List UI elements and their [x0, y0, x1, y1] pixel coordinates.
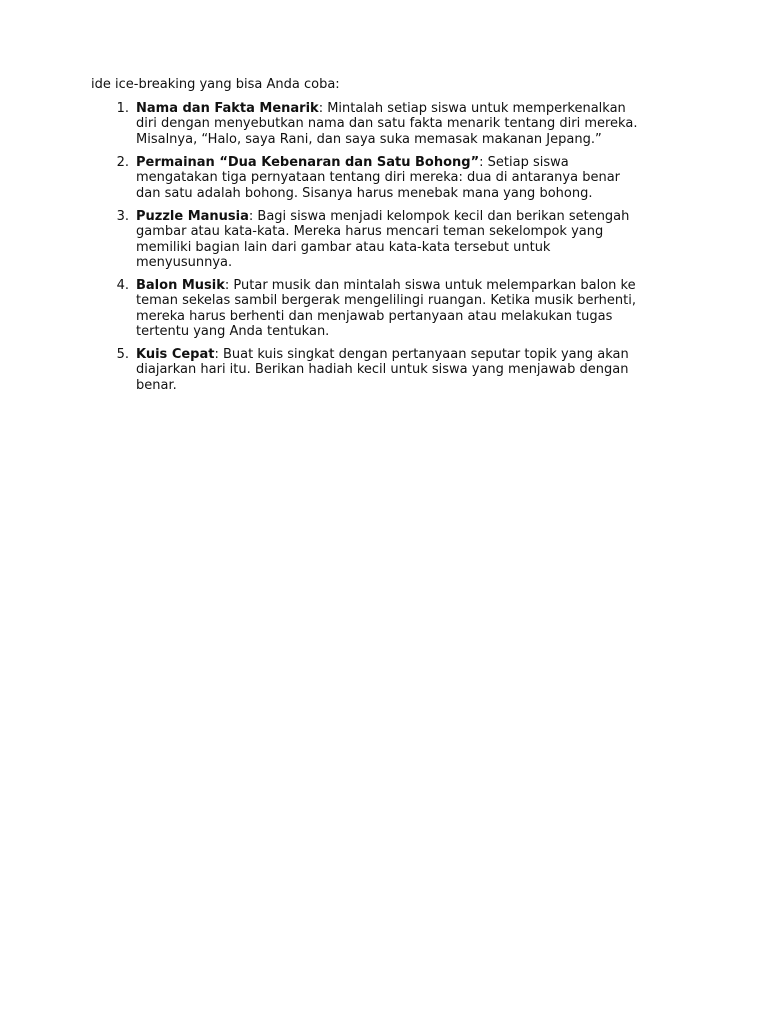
- list-item-text: diri dengan menyebutkan nama dan satu fakta menarik tentang diri mereka.: [136, 116, 638, 132]
- list-item-text: diajarkan hari itu. Berikan hadiah kecil untuk siswa yang menjawab dengan: [136, 362, 629, 378]
- list-item-text: : Buat kuis singkat dengan pertanyaan seputar topik yang akan: [214, 347, 629, 362]
- intro-text: ide ice-breaking yang bisa Anda coba:: [91, 77, 340, 92]
- list-item-text: Misalnya, “Halo, saya Rani, dan saya suka memasak makanan Jepang.”: [136, 131, 602, 147]
- list-item-title: Puzzle Manusia: [136, 209, 249, 224]
- list-item-title: Nama dan Fakta Menarik: [136, 101, 319, 116]
- list-item-text: : Mintalah setiap siswa untuk memperkenalkan: [318, 101, 626, 116]
- list-item-line: [136, 155, 696, 170]
- list-item-number: 4.: [116, 278, 129, 293]
- list-item-title: Permainan “Dua Kebenaran dan Satu Bohong”: [136, 155, 480, 170]
- list-item-title: Kuis Cepat: [136, 347, 215, 362]
- list-item-number: 2.: [116, 155, 129, 170]
- list-item-number: 3.: [116, 209, 129, 224]
- list-item-text: : Putar musik dan mintalah siswa untuk melemparkan balon ke: [224, 278, 636, 293]
- list-item-number: 5.: [116, 347, 129, 362]
- list-item: [116, 155, 696, 201]
- list-item-text: benar.: [136, 377, 177, 393]
- list-item-text: gambar atau kata-kata. Mereka harus mencari teman sekelompok yang: [136, 224, 604, 240]
- list-item-text: mengatakan tiga pernyataan tentang diri mereka: dua di antaranya benar: [136, 170, 621, 186]
- list-item-line: [136, 101, 696, 116]
- list-item-title: Balon Musik: [136, 278, 225, 293]
- list-item: [116, 101, 696, 147]
- list-item-text: : Setiap siswa: [479, 155, 569, 170]
- list-item-number: 1.: [116, 101, 129, 116]
- list-item-line: [136, 278, 696, 293]
- list-item-text: menyusunnya.: [136, 255, 233, 271]
- list-item-text: memiliki bagian lain dari gambar atau kata-kata tersebut untuk: [136, 239, 551, 255]
- list-item-text: dan satu adalah bohong. Sisanya harus menebak mana yang bohong.: [136, 185, 593, 201]
- list-item-line: [136, 209, 696, 224]
- list-item-text: : Bagi siswa menjadi kelompok kecil dan berikan setengah: [248, 209, 630, 224]
- list-item-text: tertentu yang Anda tentukan.: [136, 324, 330, 340]
- list-item: [116, 209, 696, 271]
- list-item-line: [136, 347, 696, 362]
- list-item-text: teman sekelas sambil bergerak mengelilingi ruangan. Ketika musik berhenti,: [136, 293, 636, 309]
- list-item-text: mereka harus berhenti dan menjawab pertanyaan atau melakukan tugas: [136, 308, 613, 324]
- list-item: [116, 278, 696, 340]
- list-item: [116, 347, 696, 393]
